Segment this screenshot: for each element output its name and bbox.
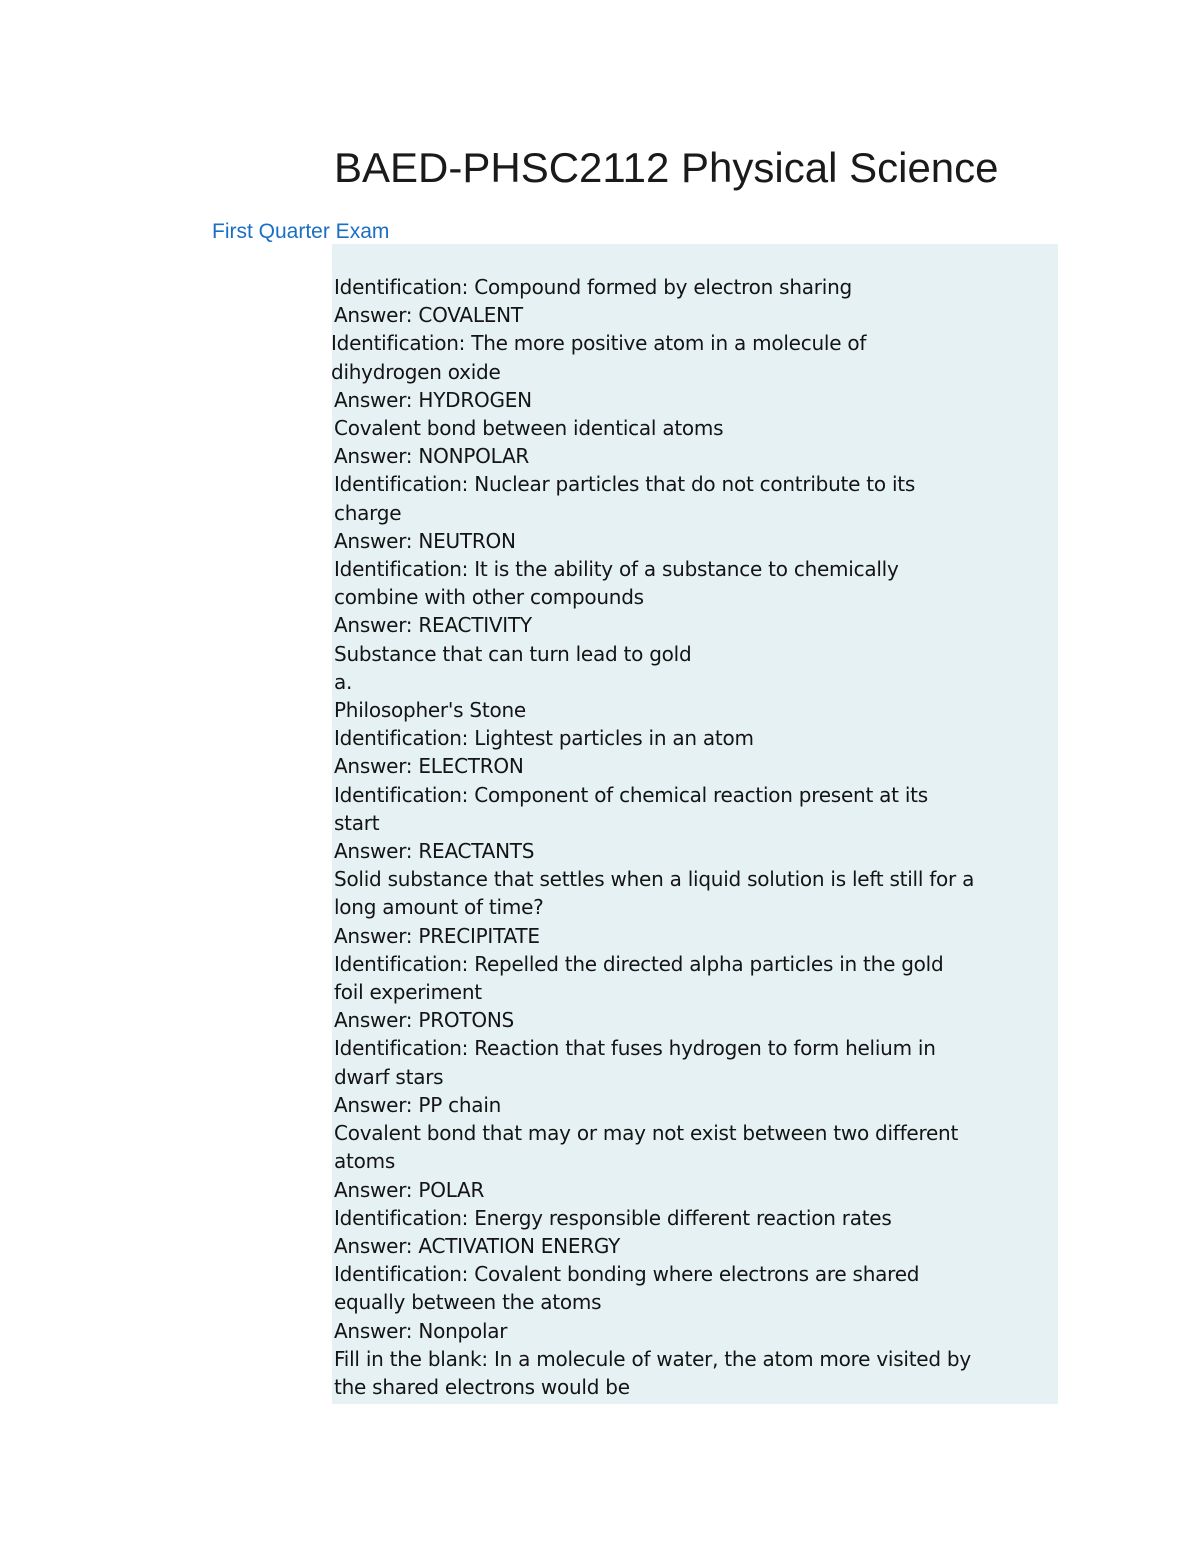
- text-line: dwarf stars: [334, 1064, 444, 1089]
- text-line: Answer: REACTANTS: [334, 839, 535, 864]
- text-line: Identification: Lightest particles in an atom: [334, 726, 754, 751]
- text-line: foil experiment: [334, 980, 482, 1005]
- text-line: equally between the atoms: [334, 1290, 602, 1315]
- text-line: Answer: HYDROGEN: [334, 387, 532, 412]
- text-line: Covalent bond between identical atoms: [334, 416, 724, 441]
- text-line: Identification: Nuclear particles that do not contribute to its: [334, 472, 916, 497]
- text-line: Answer: NEUTRON: [334, 528, 516, 553]
- exam-subtitle: First Quarter Exam: [212, 220, 390, 243]
- text-line: Philosopher's Stone: [334, 698, 526, 723]
- text-line: Answer: ELECTRON: [334, 754, 524, 779]
- text-line: Identification: Repelled the directed alpha particles in the gold: [334, 951, 944, 976]
- text-line: Answer: PRECIPITATE: [334, 923, 540, 948]
- question-answer-list: [331, 273, 1056, 1401]
- text-line: charge: [334, 500, 402, 525]
- text-line: Covalent bond that may or may not exist between two different: [334, 1121, 959, 1146]
- text-line: combine with other compounds: [334, 585, 644, 610]
- text-line: atoms: [334, 1149, 395, 1174]
- text-line: Identification: Reaction that fuses hydrogen to form helium in: [334, 1036, 936, 1061]
- text-line: Answer: ACTIVATION ENERGY: [334, 1233, 621, 1258]
- text-line: Identification: Covalent bonding where electrons are shared: [334, 1262, 920, 1287]
- text-line: Answer: NONPOLAR: [334, 444, 530, 469]
- page-title: BAED-PHSC2112 Physical Science: [334, 144, 999, 191]
- text-line: Answer: PROTONS: [334, 1008, 514, 1033]
- text-line: dihydrogen oxide: [331, 359, 501, 384]
- text-line: Solid substance that settles when a liquid solution is left still for a: [334, 867, 975, 892]
- text-line: Answer: REACTIVITY: [334, 613, 532, 638]
- text-line: Answer: COVALENT: [334, 303, 523, 328]
- text-line: Identification: Component of chemical reaction present at its: [334, 782, 928, 807]
- text-line: the shared electrons would be: [334, 1374, 630, 1399]
- text-line: a.: [334, 669, 353, 694]
- text-line: Substance that can turn lead to gold: [334, 641, 692, 666]
- text-line: Identification: The more positive atom in a molecule of: [331, 331, 867, 356]
- text-line: Answer: Nonpolar: [334, 1318, 508, 1343]
- text-line: start: [334, 810, 380, 835]
- text-line: Identification: Energy responsible different reaction rates: [334, 1205, 892, 1230]
- text-line: long amount of time?: [334, 895, 544, 920]
- text-line: Answer: PP chain: [334, 1092, 502, 1117]
- text-line: Identification: Compound formed by electron sharing: [334, 275, 852, 299]
- text-line: Fill in the blank: In a molecule of water, the atom more visited by: [334, 1346, 971, 1371]
- text-line: Identification: It is the ability of a substance to chemically: [334, 557, 899, 582]
- text-line: Answer: POLAR: [334, 1177, 485, 1202]
